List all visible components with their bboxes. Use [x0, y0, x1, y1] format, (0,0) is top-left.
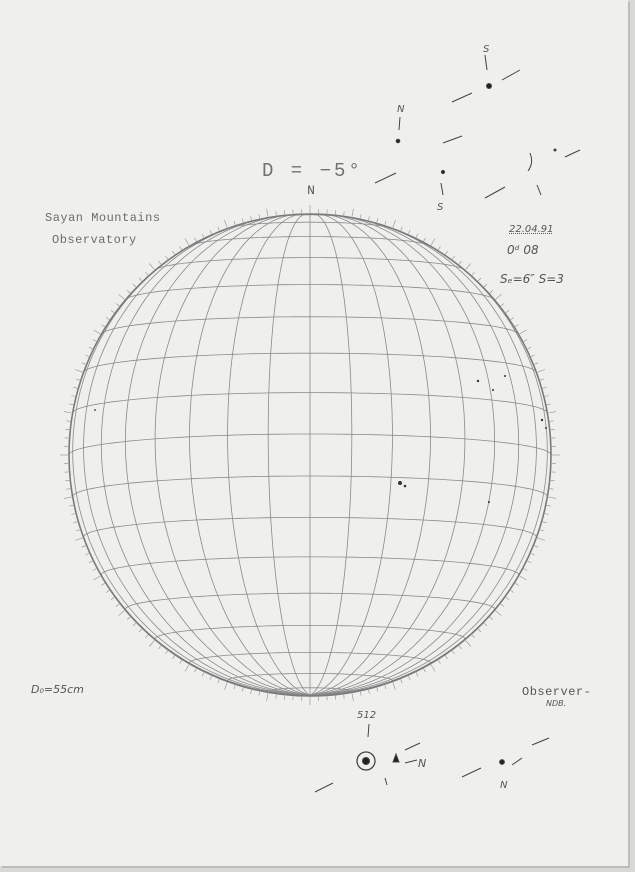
limb-tick — [545, 396, 549, 397]
limb-tick — [267, 209, 268, 217]
limb-tick — [106, 317, 109, 319]
detail-sketch-lower — [315, 724, 549, 792]
limb-tick — [408, 230, 410, 234]
limb-tick — [64, 497, 72, 498]
sunspot-marks — [94, 375, 547, 503]
limb-tick — [369, 216, 370, 220]
limb-tick — [431, 665, 435, 672]
limb-tick — [76, 379, 80, 380]
limb-tick — [69, 404, 73, 405]
sketch-s-label: S — [483, 44, 490, 55]
limb-tick — [69, 505, 73, 506]
limb-tick — [85, 355, 89, 357]
limb-tick — [377, 688, 378, 692]
limb-tick — [531, 553, 535, 555]
limb-tick — [259, 214, 260, 218]
limb-tick — [66, 421, 70, 422]
limb-tick — [369, 690, 370, 694]
seeing-conditions: Sₑ=6″ S=3 — [500, 272, 564, 286]
limb-tick — [501, 304, 504, 307]
limb-tick — [185, 665, 189, 672]
observation-time: 0ᵈ 08 — [507, 243, 539, 257]
limb-tick — [543, 387, 547, 388]
sunspot-dot — [541, 419, 543, 421]
limb-tick — [506, 310, 509, 312]
limb-tick — [445, 251, 447, 254]
meridian-line — [310, 222, 537, 695]
limb-tick — [520, 330, 527, 334]
limb-tick — [195, 238, 197, 242]
limb-tick — [119, 294, 125, 299]
limb-tick — [119, 611, 125, 616]
limb-tick — [149, 264, 154, 270]
limb-tick — [64, 412, 72, 413]
limb-tick — [393, 682, 396, 690]
limb-tick — [210, 230, 212, 234]
limb-tick — [416, 234, 418, 238]
limb-tick — [133, 284, 136, 287]
limb-tick — [416, 673, 418, 677]
limb-tick — [547, 404, 551, 405]
limb-tick — [139, 629, 142, 632]
limb-tick — [550, 421, 554, 422]
limb-tick — [251, 690, 252, 694]
limb-tick — [385, 221, 386, 225]
limb-tick — [94, 330, 101, 334]
limb-tick — [484, 623, 487, 626]
observer-name: NDB. — [546, 699, 567, 708]
limb-tick — [218, 227, 220, 231]
limb-tick — [511, 317, 514, 319]
limb-tick — [478, 629, 481, 632]
limb-tick — [528, 561, 532, 563]
limb-tick — [71, 514, 75, 515]
limb-tick — [534, 546, 538, 548]
limb-tick — [180, 660, 182, 663]
limb-tick — [234, 221, 235, 225]
limb-tick — [165, 256, 167, 259]
limb-tick — [478, 278, 481, 281]
meridian-line — [84, 222, 311, 695]
sketch-n-label: N — [500, 780, 508, 791]
limb-tick — [520, 576, 527, 580]
limb-tick — [82, 546, 86, 548]
limb-tick — [537, 538, 545, 541]
limb-tick — [127, 290, 130, 293]
limb-tick — [85, 553, 89, 555]
limb-tick — [459, 261, 462, 264]
limb-tick — [484, 284, 487, 287]
limb-tick — [165, 651, 167, 654]
sunspot-group-number: 512 — [357, 710, 377, 721]
limb-tick — [225, 682, 228, 690]
detail-sketch-upper — [375, 55, 580, 198]
limb-tick — [82, 363, 86, 365]
limb-tick — [377, 219, 378, 223]
limb-tick — [515, 325, 518, 327]
limb-tick — [139, 278, 142, 281]
limb-tick — [75, 370, 83, 373]
limb-tick — [408, 676, 410, 680]
limb-tick — [101, 583, 104, 585]
limb-tick — [360, 214, 361, 218]
limb-tick — [511, 590, 514, 592]
limb-tick — [344, 695, 345, 699]
limb-tick — [218, 679, 220, 683]
meridian-line — [310, 214, 392, 695]
limb-tick — [234, 685, 235, 689]
limb-tick — [210, 676, 212, 680]
limb-tick — [259, 692, 260, 696]
limb-tick — [74, 387, 78, 388]
sketch-n-label: N — [418, 757, 427, 770]
limb-tick — [159, 261, 162, 264]
limb-tick — [424, 238, 426, 242]
limb-tick — [537, 370, 545, 373]
limb-tick — [524, 569, 528, 571]
limb-tick — [106, 590, 109, 592]
limb-tick — [145, 635, 148, 638]
limb-tick — [550, 489, 554, 490]
limb-tick — [548, 497, 556, 498]
limb-tick — [76, 530, 80, 531]
limb-tick — [545, 514, 549, 515]
limb-tick — [495, 611, 501, 616]
sketch-n-label: N — [397, 104, 405, 115]
limb-tick — [459, 646, 462, 649]
meridian-line — [268, 214, 310, 695]
limb-tick — [89, 561, 93, 563]
limb-tick — [185, 239, 189, 246]
disk-north-label: N — [307, 183, 315, 198]
limb-tick — [111, 310, 114, 312]
sunspot-dot — [488, 501, 490, 503]
limb-tick — [172, 251, 174, 254]
limb-tick — [466, 640, 471, 646]
sunspot-dot — [404, 485, 407, 488]
limb-tick — [89, 347, 93, 349]
limb-tick — [515, 583, 518, 585]
limb-tick — [548, 412, 556, 413]
limb-tick — [472, 272, 475, 275]
limb-tick — [101, 325, 104, 327]
limb-tick — [540, 530, 544, 531]
sunspot-dot — [492, 389, 494, 391]
limb-tick — [116, 604, 119, 607]
limb-tick — [66, 489, 70, 490]
limb-tick — [528, 347, 532, 349]
limb-tick — [74, 522, 78, 523]
sunspot-dot — [504, 375, 506, 377]
limb-tick — [202, 673, 204, 677]
limb-tick — [490, 290, 493, 293]
limb-tick — [145, 272, 148, 275]
limb-tick — [531, 355, 535, 357]
limb-tick — [116, 304, 119, 307]
limb-tick — [71, 396, 75, 397]
sunspot-dot — [545, 427, 547, 429]
tilt-angle-title: D = −5° — [262, 160, 363, 182]
limb-tick — [133, 623, 136, 626]
limb-tick — [431, 239, 435, 246]
meridian-line — [155, 215, 310, 695]
limb-tick — [180, 246, 182, 249]
limb-tick — [242, 219, 243, 223]
limb-tick — [93, 340, 97, 342]
observation-date: 22.04.91 — [509, 224, 554, 235]
limb-tick — [401, 227, 403, 231]
limb-tick — [424, 669, 426, 673]
limb-tick — [360, 692, 361, 696]
observatory-name: Sayan Mountains — [45, 211, 161, 225]
limb-tick — [385, 685, 386, 689]
limb-tick — [543, 522, 547, 523]
sunspot-dot — [477, 380, 479, 382]
limb-tick — [172, 656, 174, 659]
limb-tick — [352, 693, 353, 701]
limb-tick — [540, 379, 544, 380]
meridian-line — [228, 214, 310, 695]
limb-tick — [547, 505, 551, 506]
limb-tick — [94, 576, 101, 580]
limb-tick — [393, 220, 396, 228]
meridian-line — [310, 217, 519, 695]
heliographic-grid — [69, 214, 551, 695]
limb-tick — [195, 669, 197, 673]
meridian-line — [310, 214, 431, 695]
limb-tick — [452, 256, 454, 259]
meridian-line — [310, 214, 352, 695]
limb-tick — [276, 695, 277, 699]
limb-tick — [534, 363, 538, 365]
limb-tick — [438, 246, 440, 249]
meridian-line — [101, 217, 310, 695]
limb-tick — [111, 597, 114, 599]
limb-tick — [452, 651, 454, 654]
limb-tick — [445, 656, 447, 659]
limb-tick — [401, 679, 403, 683]
limb-tick — [472, 635, 475, 638]
limb-tick — [225, 220, 228, 228]
limb-tick — [267, 693, 268, 701]
limb-tick — [149, 640, 154, 646]
limb-tick — [501, 604, 504, 607]
meridian-line — [310, 215, 465, 695]
limb-tick — [242, 688, 243, 692]
limb-tick — [93, 569, 97, 571]
limb-tick — [466, 264, 471, 270]
sunspot-dot — [94, 409, 96, 411]
limb-tick — [524, 340, 528, 342]
meridian-line — [190, 214, 311, 695]
limb-tick — [251, 216, 252, 220]
limb-tick — [75, 538, 83, 541]
limb-tick — [495, 294, 501, 299]
limb-tick — [127, 617, 130, 620]
observer-label: Observer- — [522, 685, 592, 699]
sunspot-dot — [398, 481, 402, 485]
observatory-name-line2: Observatory — [52, 233, 137, 247]
sketch-s-label: S — [437, 202, 444, 213]
disk-diameter: D₀=55cm — [31, 683, 84, 696]
limb-tick — [352, 209, 353, 217]
limb-tick — [438, 660, 440, 663]
limb-tick — [344, 211, 345, 215]
limb-tick — [506, 597, 509, 599]
limb-tick — [276, 211, 277, 215]
limb-tick — [490, 617, 493, 620]
limb-tick — [159, 646, 162, 649]
limb-tick — [202, 234, 204, 238]
